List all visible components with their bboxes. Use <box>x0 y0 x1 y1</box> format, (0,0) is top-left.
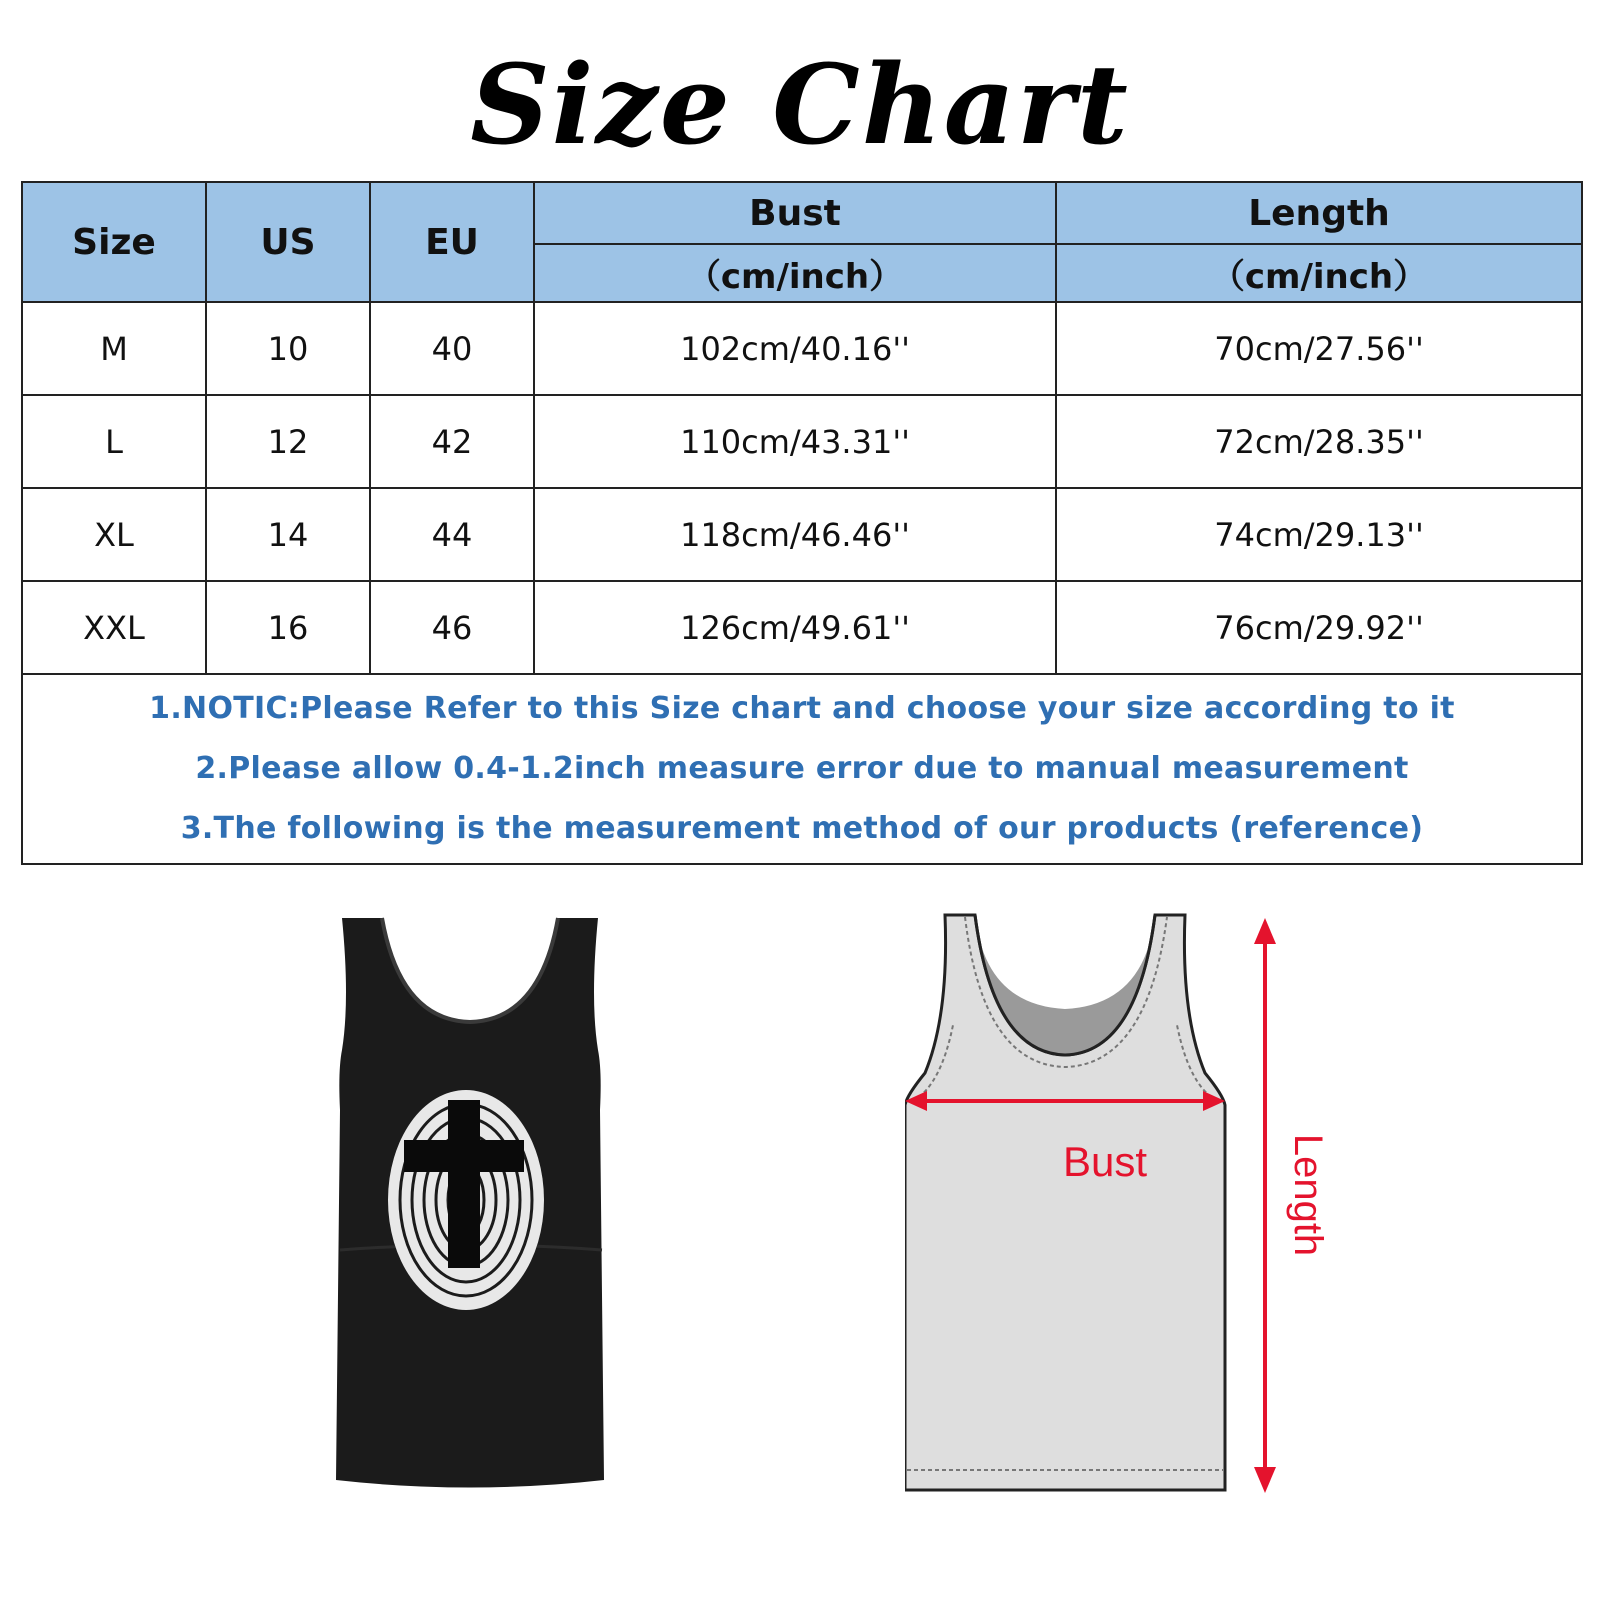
length-arrow <box>1245 918 1285 1493</box>
cell-bust: 102cm/40.16'' <box>534 302 1056 395</box>
page-title: Size Chart <box>470 40 1130 169</box>
header-size: Size <box>22 182 206 302</box>
cell-length: 74cm/29.13'' <box>1056 488 1582 581</box>
header-eu: EU <box>370 182 534 302</box>
table-row <box>22 581 1582 674</box>
notes-cell <box>22 674 1582 864</box>
size-table <box>21 181 1583 865</box>
product-tank-top-image <box>320 910 620 1490</box>
cell-us: 10 <box>206 302 370 395</box>
header-length-unit: （cm/inch） <box>1056 244 1582 302</box>
cell-us: 12 <box>206 395 370 488</box>
cell-bust: 118cm/46.46'' <box>534 488 1056 581</box>
cell-eu: 42 <box>370 395 534 488</box>
length-label: Length <box>1286 1133 1330 1257</box>
bust-label: Bust <box>1062 1138 1148 1185</box>
cell-bust: 110cm/43.31'' <box>534 395 1056 488</box>
note-line-2: 2.Please allow 0.4-1.2inch measure error due to manual measurement <box>195 751 1409 786</box>
header-length: Length <box>1056 182 1582 244</box>
note-line-1: 1.NOTIC:Please Refer to this Size chart and choose your size according to it <box>149 691 1455 726</box>
cell-length: 72cm/28.35'' <box>1056 395 1582 488</box>
cell-length: 76cm/29.92'' <box>1056 581 1582 674</box>
cell-eu: 46 <box>370 581 534 674</box>
table-row <box>22 395 1582 488</box>
cell-size: M <box>22 302 206 395</box>
header-us: US <box>206 182 370 302</box>
cell-bust: 126cm/49.61'' <box>534 581 1056 674</box>
notes-row <box>22 674 1582 864</box>
cell-size: XXL <box>22 581 206 674</box>
cell-eu: 40 <box>370 302 534 395</box>
note-line-3: 3.The following is the measurement method of our products (reference) <box>180 811 1424 846</box>
cell-length: 70cm/27.56'' <box>1056 302 1582 395</box>
cell-us: 16 <box>206 581 370 674</box>
cell-size: L <box>22 395 206 488</box>
header-bust: Bust <box>534 182 1056 244</box>
measurement-diagram <box>905 905 1265 1495</box>
cell-us: 14 <box>206 488 370 581</box>
table-row <box>22 488 1582 581</box>
table-row <box>22 302 1582 395</box>
cell-size: XL <box>22 488 206 581</box>
cell-eu: 44 <box>370 488 534 581</box>
header-bust-unit: （cm/inch） <box>534 244 1056 302</box>
